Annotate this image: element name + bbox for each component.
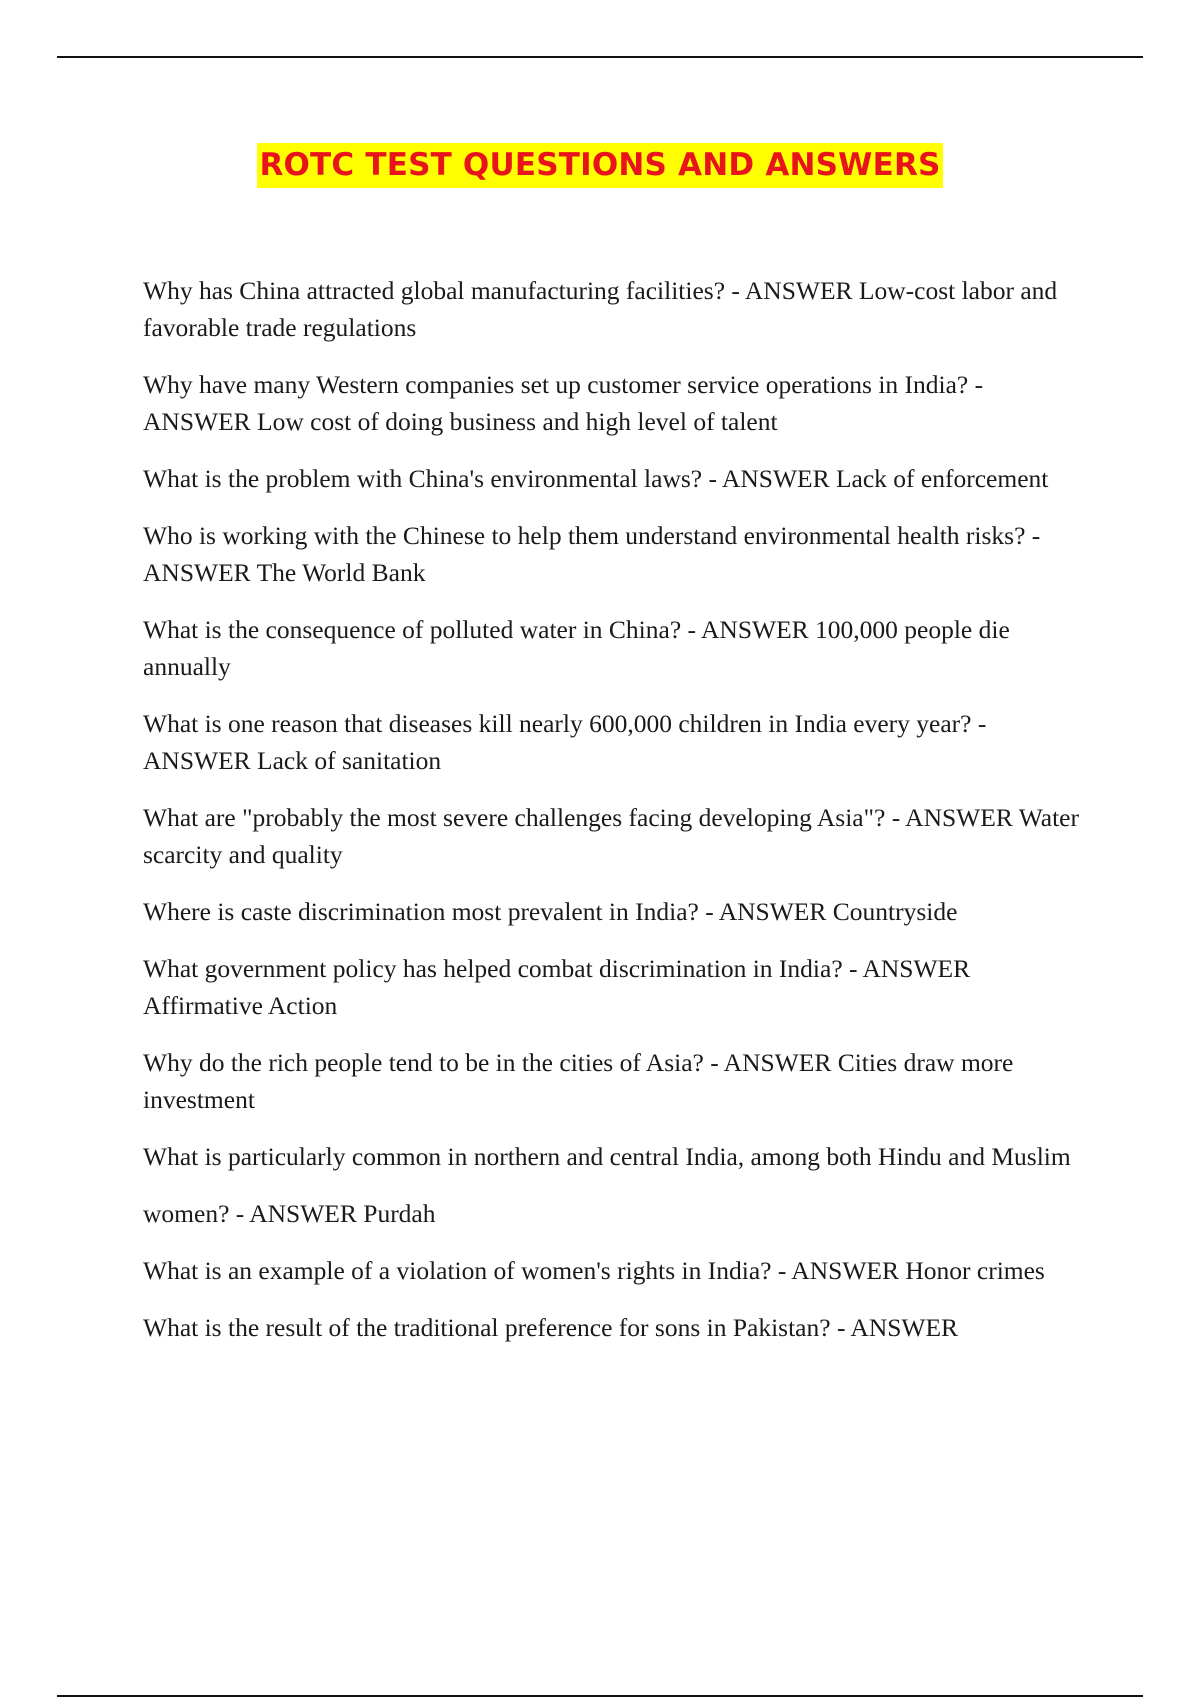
qa-list: [143, 272, 1083, 1366]
title-container: [0, 143, 1200, 188]
qa-item: What government policy has helped combat discrimination in India? - ANSWER Affirmative Action: [143, 954, 971, 1020]
qa-item: What is particularly common in northern and central India, among both Hindu and Muslim: [143, 1142, 1071, 1171]
qa-item: Why has China attracted global manufacturing facilities? - ANSWER Low-cost labor and favorable trade regulations: [143, 276, 1058, 342]
qa-item: Where is caste discrimination most prevalent in India? - ANSWER Countryside: [143, 897, 958, 926]
qa-item: What is the consequence of polluted water in China? - ANSWER 100,000 people die annually: [143, 615, 1010, 681]
qa-item: What is an example of a violation of women's rights in India? - ANSWER Honor crimes: [143, 1256, 1045, 1285]
qa-item: What are "probably the most severe challenges facing developing Asia"? - ANSWER Water scarcity and quality: [143, 803, 1079, 869]
qa-item: What is the result of the traditional preference for sons in Pakistan? - ANSWER: [143, 1313, 959, 1342]
document-title: ROTC TEST QUESTIONS AND ANSWERS: [257, 143, 942, 188]
header-rule: [57, 56, 1143, 58]
qa-item: women? - ANSWER Purdah: [143, 1199, 436, 1228]
qa-item: Who is working with the Chinese to help them understand environmental health risks? - ANSWER The World Bank: [143, 521, 1041, 587]
footer-rule: [57, 1695, 1143, 1697]
qa-item: What is the problem with China's environmental laws? - ANSWER Lack of enforcement: [143, 464, 1049, 493]
qa-item: What is one reason that diseases kill nearly 600,000 children in India every year? - ANSWER Lack of sanitation: [143, 709, 987, 775]
qa-item: Why have many Western companies set up customer service operations in India? - ANSWER Low cost of doing business and high level of talent: [143, 370, 984, 436]
qa-item: Why do the rich people tend to be in the cities of Asia? - ANSWER Cities draw more investment: [143, 1048, 1014, 1114]
